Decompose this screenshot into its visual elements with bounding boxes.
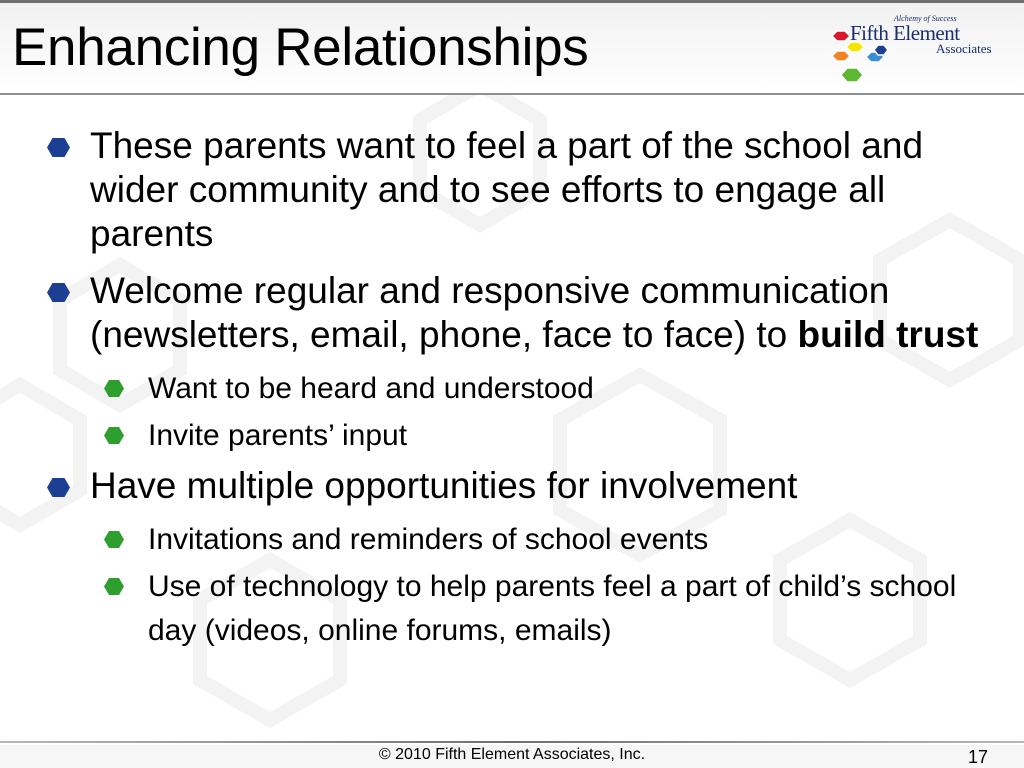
bullet-text: Welcome regular and responsive communication (newsletters, email, phone, face to face) to (90, 270, 890, 355)
slide-title: Enhancing Relationships (12, 18, 589, 77)
bullet-item (90, 269, 990, 357)
sub-bullet-item (148, 367, 988, 411)
title-band (0, 3, 1024, 95)
hexagon-bullet-icon (46, 282, 71, 303)
hexagon-sub-bullet-icon (103, 426, 125, 445)
sub-bullet-text: Use of technology to help parents feel a part of child’s school day (videos, online forums, emails) (148, 570, 957, 647)
sub-bullet-text: Invitations and reminders of school events (148, 523, 709, 556)
bullet-item (90, 464, 990, 508)
logo-suffix: Associates (936, 41, 992, 56)
hexagon-sub-bullet-icon (103, 530, 125, 549)
hexagon-sub-bullet-icon (103, 577, 125, 596)
company-logo (822, 11, 1012, 95)
bullet-emphasis: build trust (797, 314, 979, 355)
bullet-item (90, 124, 990, 256)
hexagon-sub-bullet-icon (103, 379, 125, 398)
sub-bullet-item (148, 565, 988, 653)
hexagon-bullet-icon (46, 477, 71, 498)
logo-tagline: Alchemy of Success (894, 14, 957, 23)
bullet-text: These parents want to feel a part of the school and wider community and to see efforts to engage all parents (90, 125, 924, 254)
sub-bullet-item (148, 414, 988, 458)
bullet-text: Have multiple opportunities for involvement (90, 465, 798, 506)
logo-name: Fifth Element (850, 21, 960, 45)
hexagon-bullet-icon (46, 137, 71, 158)
footer-rule (0, 741, 1024, 743)
sub-bullet-item (148, 518, 988, 562)
sub-bullet-text: Invite parents’ input (148, 419, 408, 452)
bullet-list (0, 124, 1024, 659)
page-number: 17 (967, 747, 988, 767)
sub-bullet-text: Want to be heard and understood (148, 372, 594, 405)
footer-copyright: © 2010 Fifth Element Associates, Inc. (378, 746, 646, 763)
